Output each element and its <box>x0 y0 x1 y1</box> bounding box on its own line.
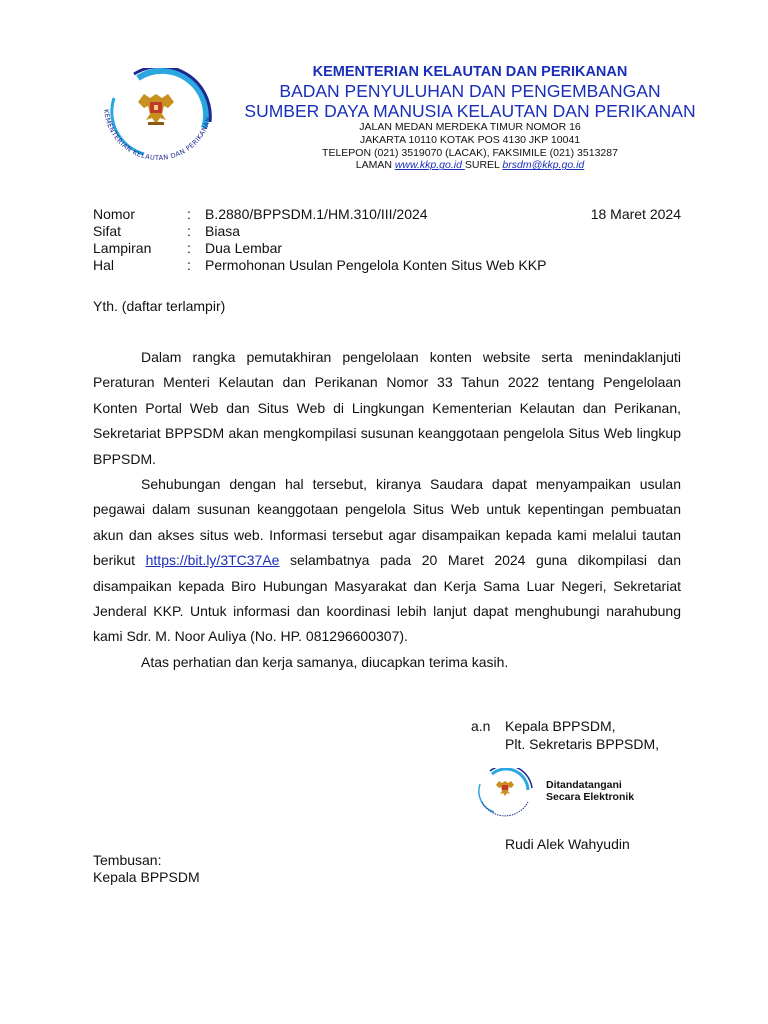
phone-line: TELEPON (021) 3519070 (LACAK), FAKSIMILE (021) 3513287 <box>322 146 618 159</box>
field-colon: : <box>187 240 191 256</box>
field-sifat <box>93 223 546 240</box>
laman-label: LAMAN <box>355 159 395 172</box>
recipient: Yth. (daftar terlampir) <box>93 298 226 314</box>
field-hal <box>93 257 546 274</box>
tembusan-label: Tembusan: <box>93 852 162 868</box>
field-lampiran <box>93 240 546 257</box>
letter-date: 18 Maret 2024 <box>590 206 681 222</box>
agency-line-1: BADAN PENYULUHAN DAN PENGEMBANGAN <box>279 81 661 101</box>
field-label: Lampiran <box>93 240 152 256</box>
body-paragraph-3: Atas perhatian dan kerja samanya, diucapkan terima kasih. <box>141 653 509 670</box>
logo-ring-text: KEMENTERIAN KELAUTAN DAN PERIKANAN <box>102 108 213 163</box>
tembusan-section <box>93 852 200 886</box>
signer-title-1: Kepala BPPSDM, <box>505 718 616 734</box>
body-paragraph-2 <box>93 472 681 650</box>
esign-line-1: Ditandatangani <box>546 779 622 791</box>
website-link[interactable]: www.kkp.go.id <box>394 159 465 172</box>
electronic-signature-logo <box>474 768 536 818</box>
surel-label: SUREL <box>464 159 503 172</box>
field-value: Dua Lembar <box>205 240 283 256</box>
field-value: B.2880/BPPSDM.1/HM.310/III/2024 <box>205 206 428 222</box>
paragraph-text: selambatnya pada 20 Maret 2024 guna dikompilasi dan disampaikan kepada Biro Hubungan Masyarakat dan Kerja Sama Luar Negeri, Sekretariat Jenderal KKP. Untuk informasi dan koordinasi lebih lanjut dapat menghubungi narahubung kami Sdr. M. Noor Auliya (No. HP. 081296600307). <box>93 552 681 645</box>
garuda-icon <box>138 94 174 125</box>
field-label: Nomor <box>93 206 136 222</box>
field-colon: : <box>187 223 191 239</box>
email-link[interactable]: brsdm@kkp.go.id <box>502 159 585 172</box>
body-paragraph-1: Dalam rangka pemutakhiran pengelolaan konten website serta menindaklanjuti Peraturan Menteri Kelautan dan Perikanan Nomor 33 Tahun 2022 tentang Pengelolaan Konten Portal Web dan Situs Web di Lingkungan Kementerian Kelautan dan Perikanan, Sekretariat BPPSDM akan mengkompilasi susunan keanggotaan pengelola Situs Web lingkup BPPSDM. <box>93 349 681 467</box>
signer-title-2: Plt. Sekretaris BPPSDM, <box>505 736 660 752</box>
field-label: Sifat <box>93 223 122 239</box>
esign-caption <box>546 779 634 803</box>
field-nomor <box>93 206 546 223</box>
form-link[interactable]: https://bit.ly/3TC37Ae <box>145 552 280 569</box>
field-colon: : <box>187 257 191 273</box>
letter-body <box>93 345 681 675</box>
field-value: Biasa <box>205 223 241 239</box>
letterhead <box>220 64 720 172</box>
field-value: Permohonan Usulan Pengelola Konten Situs Web KKP <box>205 257 547 273</box>
address-line-2: JAKARTA 10110 KOTAK POS 4130 JKP 10041 <box>359 133 581 146</box>
web-line <box>220 159 720 172</box>
paragraph-text: Sehubungan dengan hal tersebut, kiranya Saudara dapat menyampaikan usulan pegawai dalam susunan keanggotaan pengelola Situs Web untuk kepentingan pembuatan akun dan akses situs web. Informasi tersebut agar disampaikan kepada kami melalui tautan berikut <box>93 476 681 569</box>
garuda-icon <box>496 781 514 796</box>
signature-title-line-1 <box>471 717 616 735</box>
address-line-1: JALAN MEDAN MERDEKA TIMUR NOMOR 16 <box>359 121 581 133</box>
signer-name: Rudi Alek Wahyudin <box>505 836 630 852</box>
field-colon: : <box>187 206 191 222</box>
ministry-name: KEMENTERIAN KELAUTAN DAN PERIKANAN <box>312 64 628 80</box>
esign-line-2: Secara Elektronik <box>546 791 635 803</box>
an-label: a.n <box>471 718 491 734</box>
field-label: Hal <box>93 257 115 273</box>
letter-fields <box>93 206 546 274</box>
agency-line-2: SUMBER DAYA MANUSIA KELAUTAN DAN PERIKANAN <box>244 101 696 121</box>
kkp-logo <box>94 68 220 170</box>
tembusan-item: Kepala BPPSDM <box>93 869 200 885</box>
